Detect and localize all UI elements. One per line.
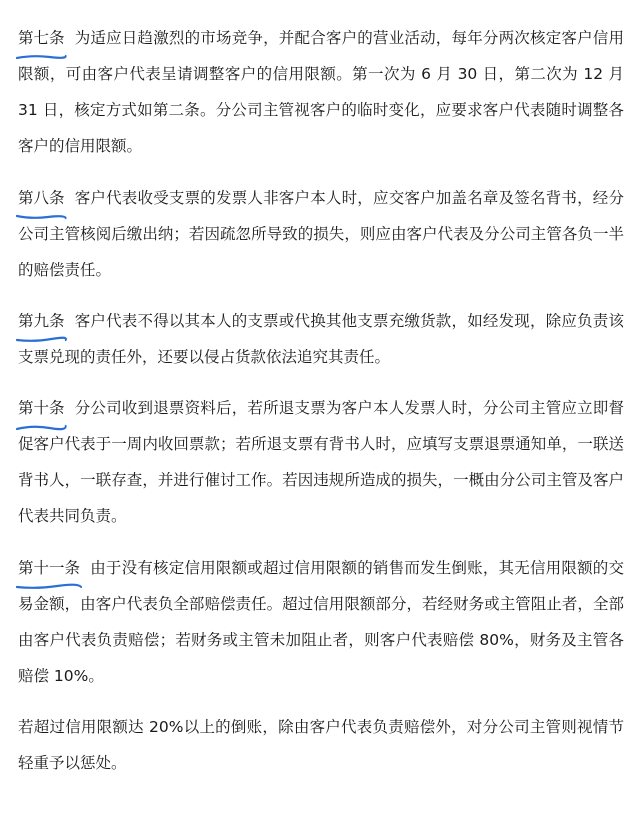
handdrawn-underline: [16, 213, 67, 221]
article-10: [18, 390, 624, 534]
article-number-label: 第八条: [18, 189, 65, 207]
article-number: [18, 303, 65, 339]
article-number: [18, 390, 65, 426]
article-number-label: 第十一条: [18, 559, 81, 577]
article-body: 分公司收到退票资料后，若所退支票为客户本人发票人时，分公司主管应立即督促客户代表于一周内收回票款；若所退支票有背书人时，应填写支票退票通知单，一联送背书人，一联存查，并进行催讨工作。若因违规所造成的损失，一概由分公司主管及客户代表共同负责。: [18, 399, 624, 525]
handdrawn-underline: [16, 336, 67, 344]
article-body: 由于没有核定信用限额或超过信用限额的销售而发生倒账，其无信用限额的交易金额，由客户代表负全部赔偿责任。超过信用限额部分，若经财务或主管阻止者，全部由客户代表负责赔偿；若财务或主管未加阻止者，则客户代表赔偿 80%，财务及主管各赔偿 10%。: [18, 559, 624, 685]
handdrawn-underline: [16, 583, 82, 591]
article-number: [18, 20, 65, 56]
closing-paragraph: 若超过信用限额达 20%以上的倒账，除由客户代表负责赔偿外，对分公司主管则视情节轻重予以惩处。: [18, 718, 624, 772]
article-body: 客户代表不得以其本人的支票或代换其他支票充缴货款，如经发现，除应负责该支票兑现的责任外，还要以侵占货款依法追究其责任。: [18, 312, 624, 366]
article-number: [18, 180, 65, 216]
article-number-label: 第十条: [18, 399, 65, 417]
handdrawn-underline: [16, 423, 67, 431]
article-number-label: 第九条: [18, 312, 65, 330]
article-11: [18, 550, 624, 694]
article-9: [18, 303, 624, 375]
article-number-label: 第七条: [18, 29, 65, 47]
article-8: [18, 180, 624, 288]
article-body: 为适应日趋激烈的市场竞争，并配合客户的营业活动，每年分两次核定客户信用限额，可由客户代表呈请调整客户的信用限额。第一次为 6 月 30 日，第二次为 12 月 31 日，核定方式如第二条。分公司主管视客户的临时变化，应要求客户代表随时调整各客户的信用限额。: [18, 29, 624, 155]
article-number: [18, 550, 80, 586]
article-7: [18, 20, 624, 164]
article-body: 客户代表收受支票的发票人非客户本人时，应交客户加盖名章及签名背书，经分公司主管核阅后缴出纳；若因疏忽所导致的损失，则应由客户代表及分公司主管各负一半的赔偿责任。: [18, 189, 624, 279]
handdrawn-underline: [16, 53, 67, 61]
